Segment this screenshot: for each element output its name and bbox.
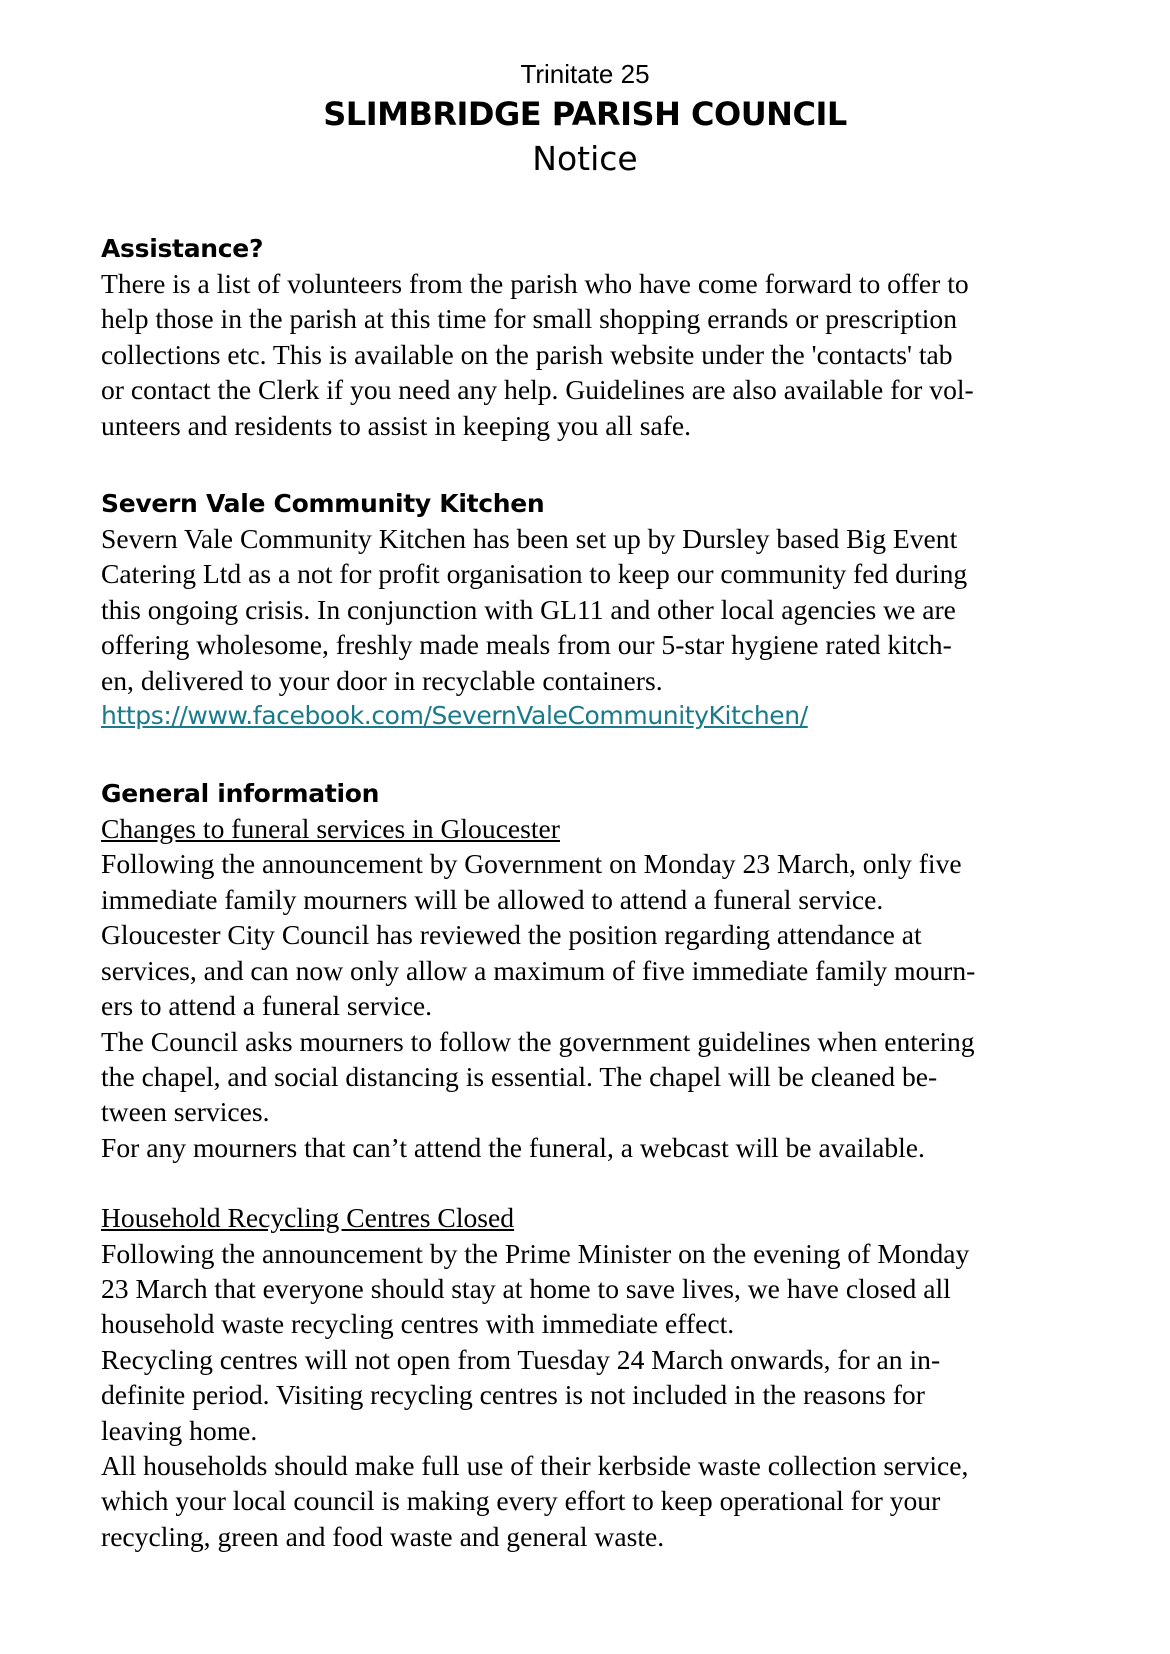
kitchen-line: offering wholesome, freshly made meals from our 5-star hygiene rated kitch- bbox=[101, 629, 952, 661]
assistance-line: help those in the parish at this time for small shopping errands or prescription bbox=[101, 303, 957, 335]
recycling-line: All households should make full use of their kerbside waste collection service, bbox=[101, 1449, 969, 1481]
general-section bbox=[101, 777, 1076, 1554]
series-label: Trinitate 25 bbox=[520, 59, 650, 89]
recycling-line: leaving home. bbox=[101, 1414, 258, 1446]
funeral-line: Gloucester City Council has reviewed the position regarding attendance at bbox=[101, 919, 922, 951]
assistance-line: unteers and residents to assist in keeping you all safe. bbox=[101, 409, 692, 441]
kitchen-section bbox=[101, 487, 1076, 733]
funeral-line: The Council asks mourners to follow the government guidelines when entering bbox=[101, 1025, 975, 1057]
funeral-line: services, and can now only allow a maximum of five immediate family mourn- bbox=[101, 954, 976, 986]
notice-title: Notice bbox=[532, 139, 638, 178]
kitchen-line: this ongoing crisis. In conjunction with GL11 and other local agencies we are bbox=[101, 593, 956, 625]
funeral-line: ers to attend a funeral service. bbox=[101, 990, 432, 1022]
funeral-subheading: Changes to funeral services in Gloucester bbox=[101, 813, 560, 845]
recycling-line: household waste recycling centres with immediate effect. bbox=[101, 1308, 735, 1340]
kitchen-heading: Severn Vale Community Kitchen bbox=[101, 489, 545, 519]
funeral-line: For any mourners that can’t attend the funeral, a webcast will be available. bbox=[101, 1131, 925, 1163]
kitchen-line: en, delivered to your door in recyclable containers. bbox=[101, 664, 663, 696]
recycling-line: which your local council is making every effort to keep operational for your bbox=[101, 1485, 941, 1517]
assistance-line: collections etc. This is available on the parish website under the 'contacts' tab bbox=[101, 338, 953, 370]
kitchen-line: Severn Vale Community Kitchen has been set up by Dursley based Big Event bbox=[101, 523, 958, 555]
council-title: SLIMBRIDGE PARISH COUNCIL bbox=[323, 95, 847, 133]
funeral-line: Following the announcement by Government on Monday 23 March, only five bbox=[101, 848, 962, 880]
funeral-line: the chapel, and social distancing is essential. The chapel will be cleaned be- bbox=[101, 1060, 938, 1092]
notice-page bbox=[101, 58, 1076, 1554]
assistance-section bbox=[101, 232, 1076, 443]
recycling-line: definite period. Visiting recycling centres is not included in the reasons for bbox=[101, 1379, 925, 1411]
funeral-line: immediate family mourners will be allowed to attend a funeral service. bbox=[101, 883, 884, 915]
recycling-line: recycling, green and food waste and general waste. bbox=[101, 1520, 665, 1552]
funeral-line: tween services. bbox=[101, 1096, 270, 1128]
kitchen-line: Catering Ltd as a not for profit organisation to keep our community fed during bbox=[101, 558, 968, 590]
notice-header bbox=[0, 58, 1170, 182]
general-heading: General information bbox=[101, 779, 380, 809]
recycling-line: 23 March that everyone should stay at home to save lives, we have closed all bbox=[101, 1272, 951, 1304]
kitchen-facebook-link[interactable]: https://www.facebook.com/SevernValeCommunityKitchen/ bbox=[101, 701, 808, 731]
recycling-line: Recycling centres will not open from Tuesday 24 March onwards, for an in- bbox=[101, 1343, 941, 1375]
recycling-line: Following the announcement by the Prime Minister on the evening of Monday bbox=[101, 1237, 970, 1269]
assistance-heading: Assistance? bbox=[101, 234, 264, 263]
assistance-line: or contact the Clerk if you need any help. Guidelines are also available for vol- bbox=[101, 374, 974, 406]
paragraph-gap bbox=[101, 1165, 1076, 1200]
recycling-subheading: Household Recycling Centres Closed bbox=[101, 1202, 515, 1234]
assistance-line: There is a list of volunteers from the parish who have come forward to offer to bbox=[101, 268, 969, 299]
